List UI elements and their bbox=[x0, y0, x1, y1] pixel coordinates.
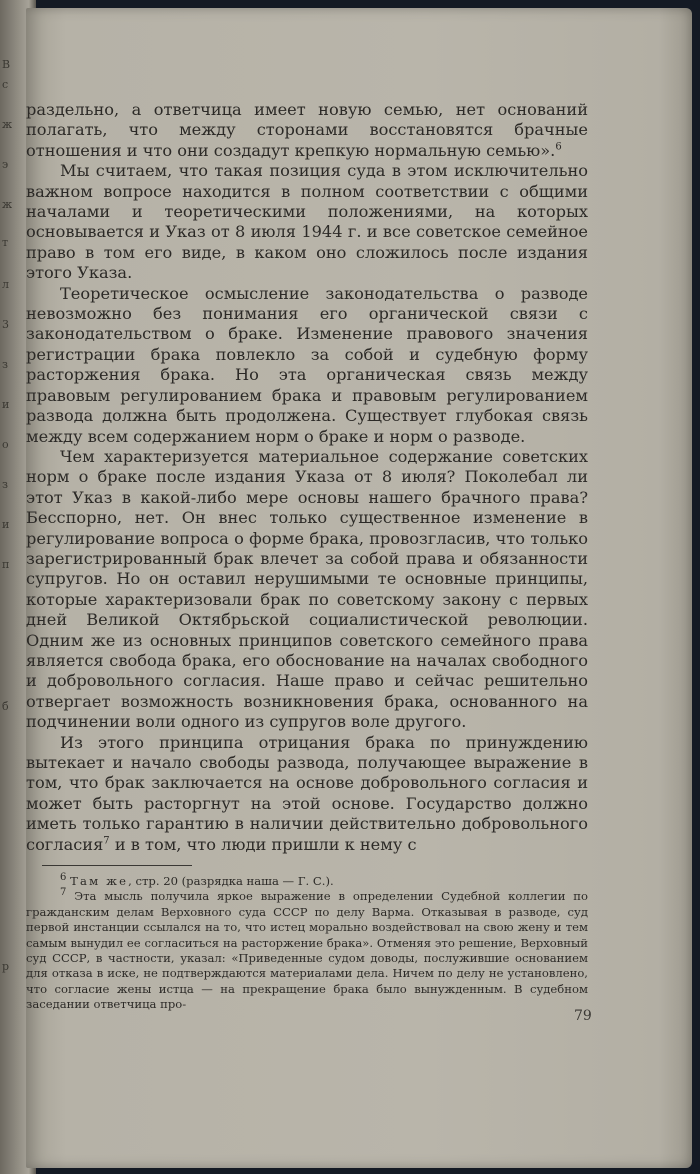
left-page-fragment: э bbox=[2, 158, 9, 171]
footnote-mark: 7 bbox=[103, 835, 110, 847]
footnote bbox=[26, 889, 588, 1012]
footnotes bbox=[26, 874, 588, 1013]
left-page-fragment: л bbox=[2, 278, 9, 291]
left-page-fragment: з bbox=[2, 358, 8, 371]
page-text bbox=[26, 100, 588, 1013]
left-page-fragment: р bbox=[2, 960, 10, 973]
left-page-fragment: с bbox=[2, 78, 9, 91]
paragraph-text: Из этого принципа отрицания брака по принуждению вытекает и начало свободы развода, получающее выражение в том, что брак заключается на основе добровольного согласия и может быть расторгнут на этой основе. Государство должно иметь только гарантию в наличии действительно добровольного согласия bbox=[26, 732, 588, 854]
paragraph bbox=[26, 733, 588, 855]
left-page-fragment: 3 bbox=[2, 318, 9, 331]
footnote-spaced-text: Там же bbox=[70, 874, 129, 889]
footnote-number: 7 bbox=[60, 887, 67, 899]
left-page-fragment: з bbox=[2, 478, 8, 491]
left-page-fragment: т bbox=[2, 236, 9, 249]
footnote bbox=[26, 874, 588, 889]
left-page-fragment: о bbox=[2, 438, 9, 451]
footnote-divider bbox=[42, 865, 192, 866]
paragraph: Чем характеризуется материальное содержание советских норм о браке после издания Указа от 8 июля? Поколебал ли этот Указ в какой-либо мере основы нашего брачного права? Бесспорно, нет. Он внес только существенное изменение в регулирование вопроса о форме брака, провозгласив, что только зарегистрированный брак влечет за собой права и обязанности супругов. Но он оставил нерушимыми те основные принципы, которые характеризовали брак по советскому закону с первых дней Великой Октябрьской социалистической революции. Одним же из основных принципов советского семейного права является свобода брака, его обоснование на началах свободного и добровольного согласия. Наше право и сейчас решительно отвергает возможность возникновения брака, основанного на подчинении воли одного из супругов воле другого. bbox=[26, 446, 588, 732]
left-page-fragment: б bbox=[2, 700, 9, 713]
body-text bbox=[26, 100, 588, 855]
book-page bbox=[26, 8, 692, 1168]
left-page-fragment: ж bbox=[2, 118, 13, 131]
left-page-fragment: и bbox=[2, 518, 10, 531]
footnote-number: 6 bbox=[60, 872, 67, 884]
footnote-mark: 6 bbox=[555, 141, 562, 153]
left-page-fragment: и bbox=[2, 398, 10, 411]
paragraph: Теоретическое осмысление законодательства о разводе невозможно без понимания его органической связи с законодательством о браке. Изменение правового значения регистрации брака повлекло за собой и судебную форму расторжения брака. Но эта органическая связь между правовым регулированием брака и правовым регулированием развода должна быть продолжена. Существует глубокая связь между всем содержанием норм о браке и норм о разводе. bbox=[26, 283, 588, 446]
footnote-text: , стр. 20 (разрядка наша — Г. С.). bbox=[128, 874, 334, 889]
left-page-fragment: п bbox=[2, 558, 10, 571]
paragraph-text: и в том, что люди пришли к нему с bbox=[109, 834, 417, 854]
paragraph bbox=[26, 100, 588, 161]
paragraph: Мы считаем, что такая позиция суда в этом исключительно важном вопросе находится в полном соответствии с общими началами и теоретическими положениями, на которых основывается и Указ от 8 июля 1944 г. и все советское семейное право в том его виде, в каком оно сложилось после издания этого Указа. bbox=[26, 161, 588, 283]
footnote-text: Эта мысль получила яркое выражение в определении Судебной коллегии по гражданским делам Верховного суда СССР по делу Варма. Отказывая в разводе, суд первой инстанции ссылался на то, что истец морально воздействовал на свою жену и тем самым вынудил ее согласиться на расторжение брака». Отменяя это решение, Верховный суд СССР, в частности, указал: «Приведенные судом доводы, послужившие основанием для отказа в иске, не подтверждаются материалами дела. Ничем по делу не установлено, что согласие жены истца — на прекращение брака было вынужденным. В судебном заседании ответчица про- bbox=[26, 889, 589, 1012]
left-page-fragment: В bbox=[2, 58, 11, 71]
left-page-fragment: ж bbox=[2, 198, 13, 211]
paragraph-text: раздельно, а ответчица имеет новую семью, нет оснований полагать, что между сторонами восстановятся брачные отношения и что они создадут крепкую нормальную семью». bbox=[26, 100, 588, 160]
page-number: 79 bbox=[574, 1008, 592, 1024]
